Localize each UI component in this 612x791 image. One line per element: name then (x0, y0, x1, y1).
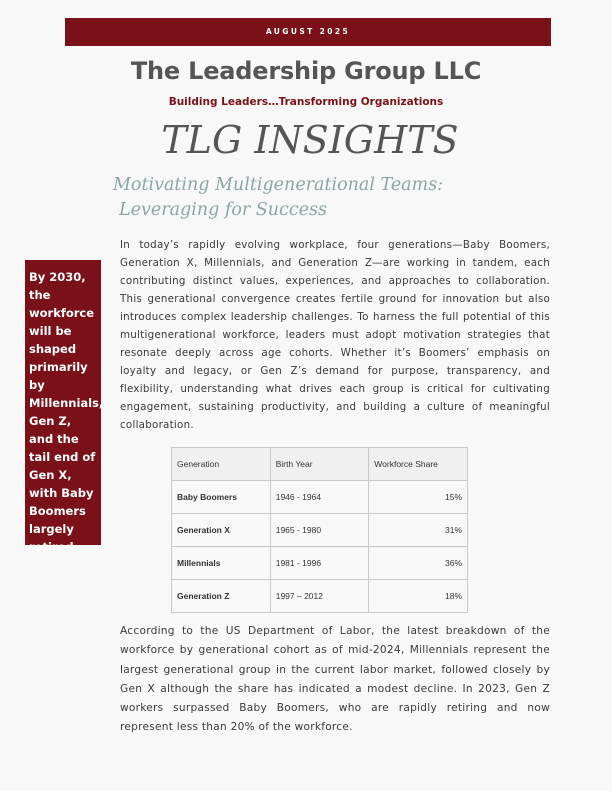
generation-cell: Millennials (172, 547, 271, 580)
table-row (172, 547, 468, 580)
share-cell: 31% (369, 514, 468, 547)
birth-year-cell: 1965 - 1980 (270, 514, 369, 547)
generation-cell: Baby Boomers (172, 481, 271, 514)
tagline: Building Leaders…Transforming Organizations (168, 96, 444, 108)
table-row (172, 514, 468, 547)
birth-year-cell: 1981 - 1996 (270, 547, 369, 580)
generation-table (171, 447, 468, 613)
table-row (172, 580, 468, 613)
date-banner: AUGUST 2025 (65, 18, 551, 46)
generation-cell: Generation X (172, 514, 271, 547)
sidebar-callout: By 2030, the workforce will be shaped primarily by Millennials, Gen Z, and the tail end of Gen X, with Baby Boomers largely retired. (25, 260, 101, 545)
company-name: The Leadership Group LLC (130, 57, 482, 85)
intro-paragraph: In today’s rapidly evolving workplace, four generations—Baby Boomers, Generation X, Millennials, and Generation Z—are working in tandem, each contributing distinct values, experiences, and approaches to collaboration. This generational convergence creates fertile ground for innovation but also introduces complex leadership challenges. To harness the full potential of this multigenerational workforce, leaders must adopt motivation strategies that resonate deeply across age cohorts. Whether it’s Boomers’ emphasis on loyalty and legacy, or Gen Z’s demand for purpose, transparency, and flexibility, understanding what drives each group is critical for cultivating engagement, sustaining productivity, and building a culture of meaningful collaboration. (120, 239, 550, 431)
share-cell: 15% (369, 481, 468, 514)
share-cell: 36% (369, 547, 468, 580)
birth-year-cell: 1946 - 1964 (270, 481, 369, 514)
article-headline (113, 173, 513, 223)
header-generation: Generation (172, 448, 271, 481)
header-workforce-share: Workforce Share (369, 448, 468, 481)
generation-cell: Generation Z (172, 580, 271, 613)
birth-year-cell: 1997 – 2012 (270, 580, 369, 613)
newsletter-title: TLG INSIGHTS (161, 118, 459, 162)
closing-paragraph: According to the US Department of Labor, the latest breakdown of the workforce by generational cohort as of mid-2024, Millennials represent the largest generational group in the current labor market, followed closely by Gen X although the share has indicated a modest decline. In 2023, Gen Z workers surpassed Baby Boomers, who are rapidly retiring and now represent less than 20% of the workforce. (120, 625, 550, 734)
headline-line-1: Motivating Multigenerational Teams: (113, 175, 444, 195)
table-header-row (172, 448, 468, 481)
table-row (172, 481, 468, 514)
header-birth-year: Birth Year (270, 448, 369, 481)
share-cell: 18% (369, 580, 468, 613)
headline-line-2: Leveraging for Success (119, 200, 327, 220)
